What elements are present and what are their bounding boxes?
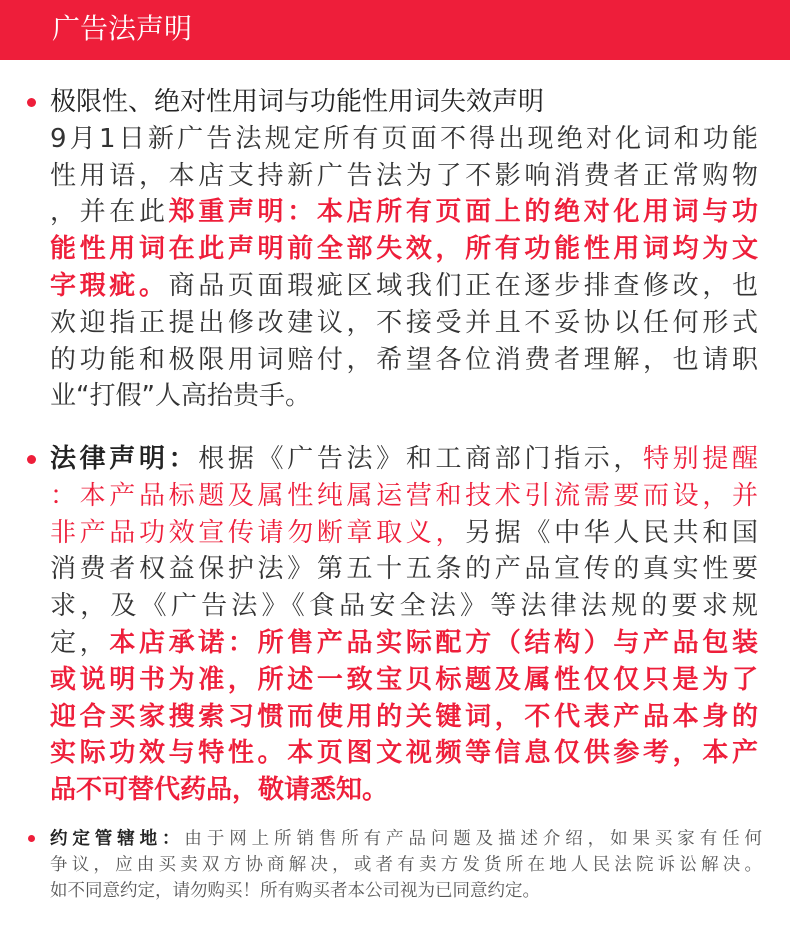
text-run: 由于网上所销售所有产品问题及描述介绍，如果买家有任何 <box>184 829 763 849</box>
highlighted-declaration: 郑重声明：本店所有页面上的绝对化用词与功 <box>168 197 758 228</box>
store-promise: 品不可替代药品，敬请悉知。 <box>50 775 389 806</box>
store-promise: 迎合买家搜索习惯而使用的关键词，不代表产品本身的 <box>50 701 758 732</box>
highlighted-declaration: 字瑕疵。 <box>50 270 169 301</box>
highlighted-declaration: 能性用词在此声明前全部失效，所有功能性用词均为文 <box>50 234 758 265</box>
store-promise: 或说明书为准，所述一致宝贝标题及属性仅仅只是为了 <box>50 664 758 695</box>
text-line: 消费者权益保护法》第五十五条的产品宣传的真实性要 <box>50 554 758 585</box>
legal-statement <box>50 441 758 809</box>
text-run: 商品页面瑕疵区域我们正在逐步排查修改，也 <box>168 270 758 301</box>
store-promise: 实际功效与特性。本页图文视频等信息仅供参考，本产 <box>50 738 758 769</box>
text-line <box>50 625 758 662</box>
text-line <box>50 194 758 231</box>
jurisdiction-statement <box>50 826 762 904</box>
reminder-text: ：本产品标题及属性纯属运营和技术引流需要而设，并 <box>50 480 758 511</box>
statement-heading: 极限性、绝对性用词与功能性用词失效声明 <box>50 87 545 117</box>
text-line <box>50 268 758 305</box>
reminder-text: 非产品功效宣传请勿断章取义， <box>50 517 466 548</box>
header-bar <box>0 0 790 60</box>
text-line: 争议，应由买卖双方协商解决，或者有卖方发货所在地人民法院诉讼解决。 <box>50 855 762 875</box>
special-reminder: 特别提醒 <box>643 444 758 474</box>
text-line: 9月1日新广告法规定所有页面不得出现绝对化词和功能 <box>50 123 758 154</box>
legal-label: 法律声明： <box>50 444 199 474</box>
text-line <box>50 826 762 852</box>
text-run: 根据《广告法》和工商部门指示， <box>198 444 644 474</box>
text-line: 如不同意约定，请勿购买！所有购买者本公司视为已同意约定。 <box>50 881 540 901</box>
bullet-dot <box>27 455 36 464</box>
jurisdiction-label: 约定管辖地： <box>50 829 185 849</box>
text-line <box>50 441 758 478</box>
store-promise: 本店承诺：所售产品实际配方（结构）与产品包装 <box>109 627 758 658</box>
absolute-terms-statement <box>50 84 758 415</box>
bullet-dot <box>27 98 36 107</box>
text-run: 另据《中华人民共和国 <box>465 517 758 548</box>
text-run: 定， <box>50 627 110 658</box>
text-line: 性用语，本店支持新广告法为了不影响消费者正常购物 <box>50 160 758 191</box>
text-line: 的功能和极限用词赔付，希望各位消费者理解，也请职 <box>50 344 758 375</box>
text-line: 求，及《广告法》《食品安全法》等法律法规的要求规 <box>50 591 758 622</box>
text-run: ，并在此 <box>50 197 169 228</box>
text-line: 欢迎指正提出修改建议，不接受并且不妥协以任何形式 <box>50 307 758 338</box>
page-title: 广告法声明 <box>52 12 193 45</box>
text-line: 业“打假”人高抬贵手。 <box>50 381 311 412</box>
text-line <box>50 515 758 552</box>
bullet-dot <box>28 835 35 842</box>
